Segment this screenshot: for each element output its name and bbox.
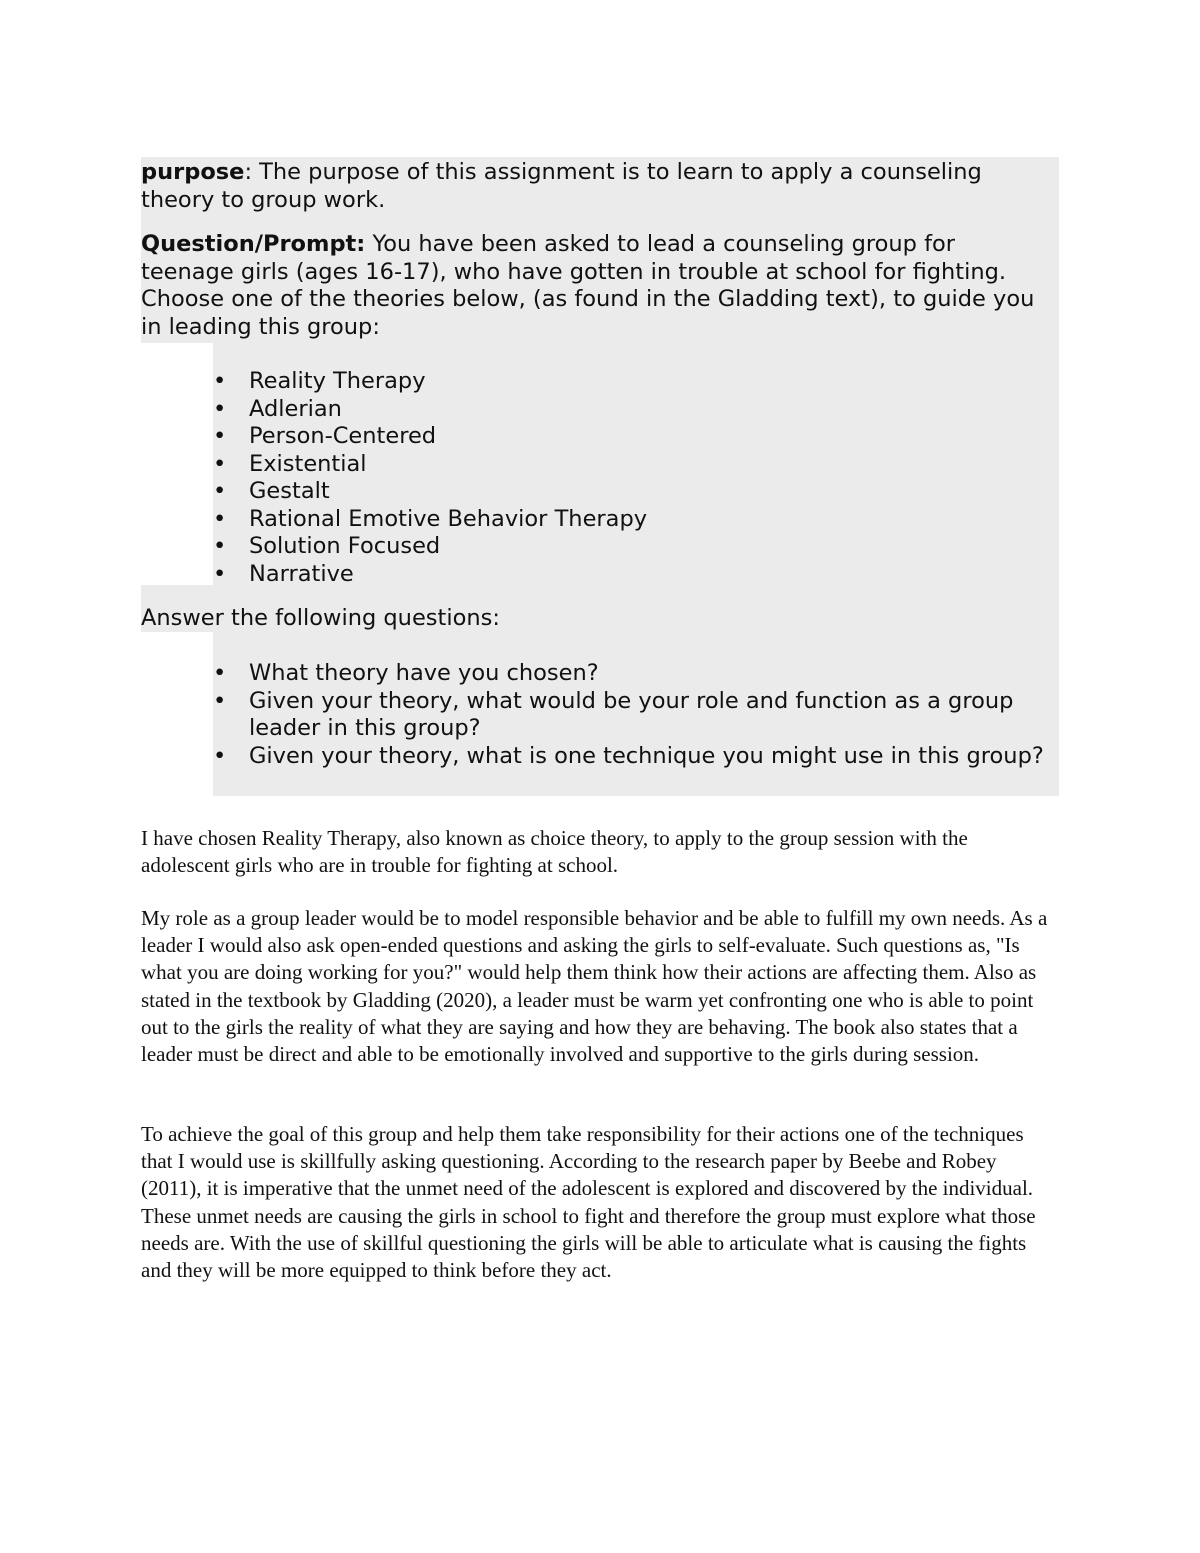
bullet-icon: • [213, 395, 227, 422]
question-item-label: Given your theory, what would be your role and function as a group leader in this group? [249, 687, 1014, 741]
response-paragraph-3: To achieve the goal of this group and help them take responsibility for their actions one of the techniques that I would use is skillfully asking questioning. According to the research paper by Beebe and Robey (2011), it is imperative that the unmet need of the adolescent is explored and discovered by the individual. These unmet needs are causing the girls in school to fight and therefore the group must explore what those needs are. With the use of skillful questioning the girls will be able to articulate what is causing the fights and they will be more equipped to think before they act. [141, 1122, 1036, 1283]
bullet-icon: • [213, 687, 227, 714]
question-item-label: Given your theory, what is one technique you might use in this group? [249, 742, 1044, 769]
theory-label: Rational Emotive Behavior Therapy [249, 505, 648, 532]
theory-label: Reality Therapy [249, 368, 426, 394]
bullet-icon: • [213, 660, 227, 686]
list-item [213, 743, 1053, 771]
theory-label: Existential [249, 450, 367, 477]
list-item [213, 660, 1053, 688]
theory-label: Adlerian [249, 395, 342, 422]
question-paragraph [141, 231, 1046, 341]
response-paragraph-1: I have chosen Reality Therapy, also known as choice theory, to apply to the group session with the adolescent girls who are in trouble for fighting at school. [141, 826, 968, 878]
bullet-icon: • [213, 560, 227, 587]
question-item-label: What theory have you chosen? [249, 660, 599, 686]
bullet-icon: • [213, 423, 227, 449]
question-label: Question/Prompt: [141, 231, 366, 257]
questions-list [213, 660, 1053, 770]
purpose-paragraph [141, 159, 1046, 214]
list-item [213, 533, 1043, 561]
answer-intro: Answer the following questions: [141, 605, 500, 631]
bullet-icon: • [213, 450, 227, 477]
bullet-icon: • [213, 742, 227, 769]
list-item [213, 561, 1043, 589]
bullet-icon: • [213, 368, 227, 394]
bullet-icon: • [213, 505, 227, 532]
theory-label: Person-Centered [249, 423, 437, 449]
purpose-text: : The purpose of this assignment is to learn to apply a counseling theory to group work. [141, 159, 982, 213]
bullet-icon: • [213, 478, 227, 504]
bullet-icon: • [213, 533, 227, 559]
list-item [213, 368, 1043, 396]
list-item [213, 423, 1043, 451]
list-item [213, 451, 1043, 479]
response-paragraph-2: My role as a group leader would be to model responsible behavior and be able to fulfill my own needs. As a leader I would also ask open-ended questions and asking the girls to self-evaluate. Such questions as, "Is what you are doing working for you?" would help them think how their actions are affecting them. Also as stated in the textbook by Gladding (2020), a leader must be warm yet confronting one who is able to point out to the girls the reality of what they are saying and how they are behaving. The book also states that a leader must be direct and able to be emotionally involved and supportive to the girls during session. [141, 906, 1048, 1067]
theories-list [213, 368, 1043, 588]
list-item [213, 506, 1043, 534]
theory-label: Narrative [249, 560, 354, 587]
theory-label: Solution Focused [249, 533, 441, 559]
list-item [213, 396, 1043, 424]
theory-label: Gestalt [249, 478, 330, 504]
list-item [213, 478, 1043, 506]
purpose-label: purpose [141, 159, 245, 185]
question-text: You have been asked to lead a counseling group for teenage girls (ages 16-17), who have gotten in trouble at school for fighting. Choose one of the theories below, (as found in the Gladding text), to guide you in leading this group: [141, 231, 1035, 340]
list-item [213, 688, 1053, 743]
